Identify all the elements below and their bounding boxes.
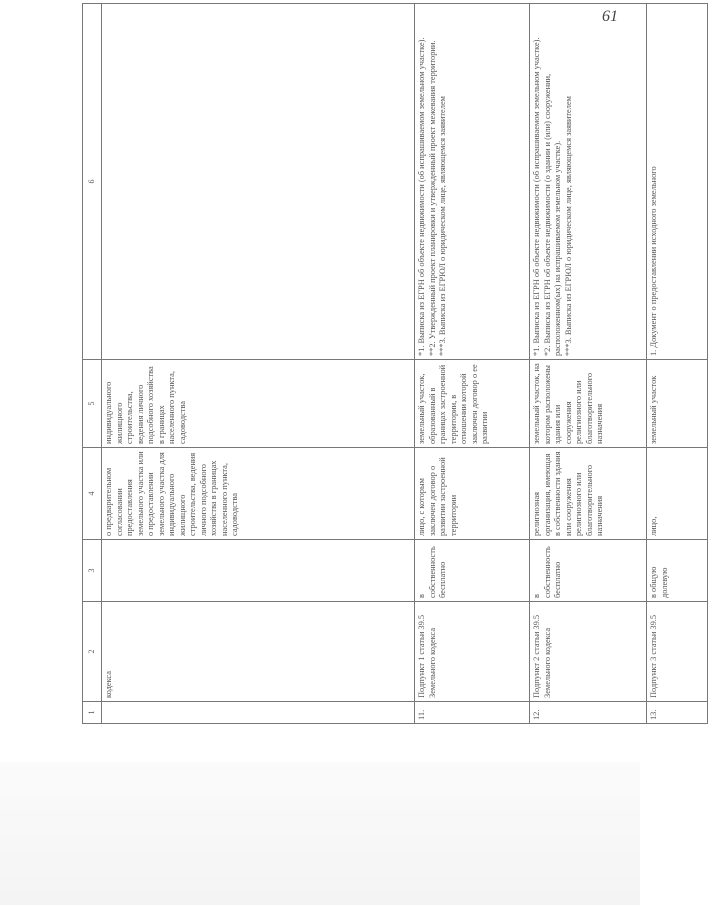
header-cell: 5 <box>83 360 102 448</box>
scan-background <box>0 762 640 905</box>
header-cell: 1 <box>83 702 102 724</box>
header-cell: 6 <box>83 4 102 360</box>
row-number: 12. <box>530 702 647 724</box>
documents-cell: *1. Выписка из ЕГРН об объекте недвижимости (об испрашиваемом земельном участке). **2. Утвержденный проект планировки и утвержденный проект межевания территории. ***3. Выписка из ЕГРЮЛ о юридическом лице, являющемся заявителем <box>415 4 530 360</box>
table-row <box>102 4 415 724</box>
applicant-cell: религиозная организация, имеющая в собственности здания или сооружения религиозного или благотворительного назначения <box>530 448 647 540</box>
right-cell: в общую долевую <box>647 540 708 602</box>
table-header-row <box>83 4 102 724</box>
applicant-cell: о предварительном согласовании предоставления земельного участка или о предоставлении земельного участка для индивидуального жилищного строительства, ведения личного подсобного хозяйства в границах населенного пункта, садоводства <box>102 448 415 540</box>
applicant-cell: лицо, <box>647 448 708 540</box>
land-cell: индивидуального жилищного строительства, ведения личного подсобного хозяйства в границах населенного пункта, садоводства <box>102 360 415 448</box>
documents-cell: *1. Выписка из ЕГРН об объекте недвижимости (об испрашиваемом земельном участке). *2. Выписка из ЕГРН об объекте недвижимости (о здании и (или) сооружении, расположенном(ых) на испрашиваемом земельном участке). ***3. Выписка из ЕГРЮЛ о юридическом лице, являющемся заявителем <box>530 4 647 360</box>
right-cell: в собственность бесплатно <box>530 540 647 602</box>
table-row <box>530 4 647 724</box>
basis-cell: кодекса <box>102 602 415 702</box>
basis-cell: Подпункт 1 статьи 39.5 Земельного кодекса <box>415 602 530 702</box>
basis-cell: Подпункт 2 статьи 39.5 Земельного кодекса <box>530 602 647 702</box>
header-cell: 3 <box>83 540 102 602</box>
documents-cell: 1. Документ о предоставлении исходного земельного <box>647 4 708 360</box>
right-cell <box>102 540 415 602</box>
header-cell: 4 <box>83 448 102 540</box>
page-number: 61 <box>602 8 618 25</box>
land-cell: земельный участок, образованный в границах застроенной территории, в отношении которой заключен договор о ее развитии <box>415 360 530 448</box>
row-number: 11. <box>415 702 530 724</box>
table-row <box>647 4 708 724</box>
header-cell: 2 <box>83 602 102 702</box>
right-cell: в собственность бесплатно <box>415 540 530 602</box>
land-cell: земельный участок <box>647 360 708 448</box>
applicant-cell: лицо, с которым заключен договор о развитии застроенной территории <box>415 448 530 540</box>
row-number: 13. <box>647 702 708 724</box>
documents-cell <box>102 4 415 360</box>
table-row <box>415 4 530 724</box>
row-number <box>102 702 415 724</box>
document-table <box>82 3 708 724</box>
land-cell: земельный участок, на котором расположены здания или сооружения религиозного или благотворительного назначения <box>530 360 647 448</box>
basis-cell: Подпункт 3 статьи 39.5 <box>647 602 708 702</box>
